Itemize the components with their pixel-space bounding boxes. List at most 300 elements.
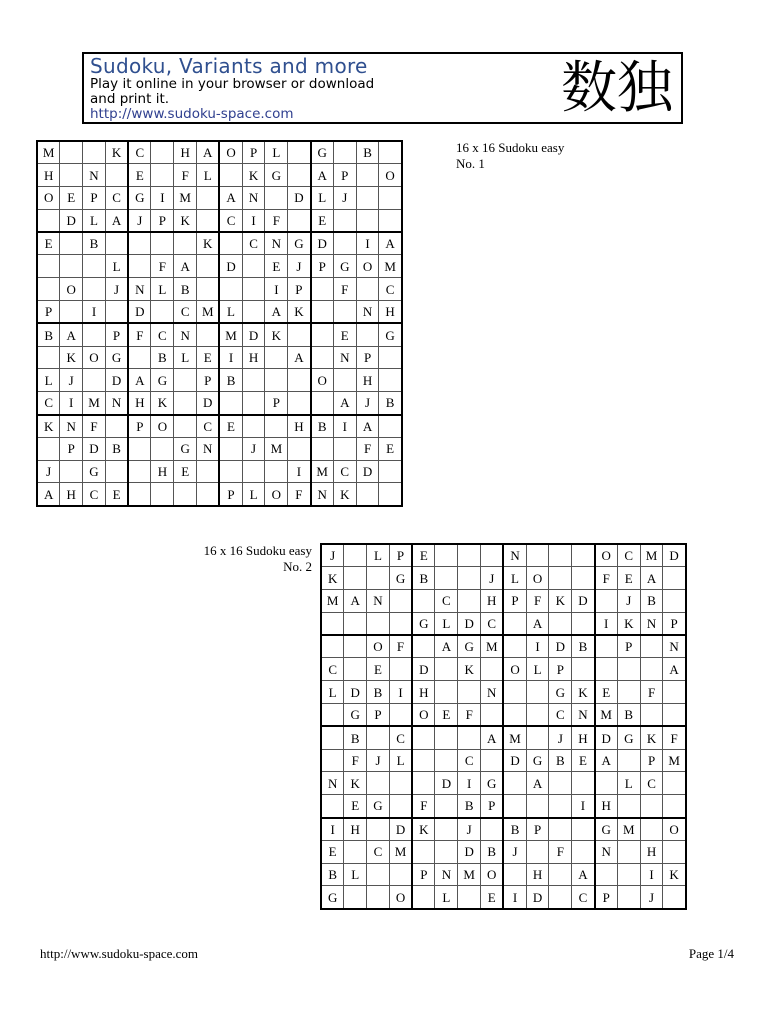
grid-cell: P [219,483,242,506]
grid-cell[interactable] [60,164,83,187]
grid-cell: N [311,483,334,506]
grid-cell: G [595,818,618,841]
grid-cell[interactable] [412,772,435,795]
grid-cell[interactable] [151,164,174,187]
grid-cell[interactable] [435,567,458,590]
grid-cell: L [105,255,128,278]
grid-cell[interactable] [572,772,595,795]
footer-page-number: Page 1/4 [688,946,734,961]
grid-cell: N [83,164,106,187]
grid-cell: C [105,187,128,210]
grid-row [321,704,686,727]
grid-cell: O [663,818,686,841]
grid-cell[interactable] [549,567,572,590]
grid-cell[interactable] [595,863,618,886]
grid-cell[interactable] [60,141,83,164]
grid-cell[interactable] [105,232,128,255]
grid-cell[interactable] [344,635,367,658]
grid-cell[interactable] [617,886,640,909]
grid-cell[interactable] [197,460,220,483]
grid-cell[interactable] [265,187,288,210]
grid-cell[interactable] [174,369,197,392]
grid-cell: D [356,460,379,483]
grid-cell: A [481,726,504,749]
grid-cell[interactable] [640,704,663,727]
grid-cell: D [458,612,481,635]
grid-cell: K [60,346,83,369]
grid-cell[interactable] [219,164,242,187]
grid-cell: H [174,141,197,164]
grid-cell[interactable] [379,209,402,232]
grid-cell: N [663,635,686,658]
grid-cell[interactable] [60,460,83,483]
grid-row [37,437,402,460]
grid-cell[interactable] [663,567,686,590]
grid-cell[interactable] [105,460,128,483]
grid-cell[interactable] [367,772,390,795]
grid-cell[interactable] [265,346,288,369]
grid-cell[interactable] [435,818,458,841]
grid-cell: K [37,415,60,438]
grid-cell[interactable] [288,164,311,187]
grid-cell[interactable] [321,612,344,635]
grid-cell[interactable] [412,840,435,863]
grid-cell[interactable] [311,278,334,301]
grid-cell[interactable] [435,658,458,681]
grid-cell[interactable] [481,544,504,567]
grid-cell: P [83,187,106,210]
grid-cell[interactable] [311,323,334,346]
grid-cell[interactable] [151,301,174,324]
grid-cell[interactable] [288,369,311,392]
grid-cell[interactable] [344,567,367,590]
grid-cell: D [105,369,128,392]
grid-cell[interactable] [333,301,356,324]
grid-cell: M [321,590,344,613]
grid-cell: C [435,590,458,613]
grid-cell: L [311,187,334,210]
grid-cell: H [60,483,83,506]
grid-cell[interactable] [219,232,242,255]
grid-cell[interactable] [640,818,663,841]
grid-cell: E [595,681,618,704]
grid-cell[interactable] [37,278,60,301]
grid-cell: O [311,369,334,392]
grid-cell[interactable] [617,658,640,681]
grid-cell: B [37,323,60,346]
grid-cell[interactable] [128,346,151,369]
grid-cell[interactable] [242,369,265,392]
grid-cell[interactable] [197,323,220,346]
grid-cell[interactable] [174,415,197,438]
grid-cell[interactable] [379,460,402,483]
grid-cell[interactable] [367,567,390,590]
grid-cell[interactable] [549,863,572,886]
grid-cell[interactable] [412,726,435,749]
grid-cell[interactable] [83,369,106,392]
grid-cell[interactable] [356,278,379,301]
grid-cell: B [321,863,344,886]
grid-cell[interactable] [435,840,458,863]
grid-cell[interactable] [288,323,311,346]
grid-cell[interactable] [503,863,526,886]
grid-cell[interactable] [389,772,412,795]
grid-cell: E [105,483,128,506]
grid-cell[interactable] [435,681,458,704]
grid-cell[interactable] [663,704,686,727]
grid-cell[interactable] [128,483,151,506]
grid-cell[interactable] [412,886,435,909]
grid-cell[interactable] [151,437,174,460]
grid-cell[interactable] [435,544,458,567]
grid-cell: A [333,392,356,415]
grid-cell[interactable] [526,726,549,749]
grid-row [321,544,686,567]
grid-cell[interactable] [344,658,367,681]
grid-cell: P [549,658,572,681]
grid-cell[interactable] [197,255,220,278]
grid-cell: G [481,772,504,795]
grid-cell[interactable] [321,795,344,818]
grid-cell: P [265,392,288,415]
banner-url[interactable]: http://www.sudoku-space.com [90,106,294,122]
grid-cell: C [128,141,151,164]
grid-cell[interactable] [288,437,311,460]
grid-cell[interactable] [242,255,265,278]
grid-cell[interactable] [128,460,151,483]
grid-cell[interactable] [617,840,640,863]
grid-cell: A [311,164,334,187]
grid-cell[interactable] [333,369,356,392]
grid-cell: H [344,818,367,841]
grid-cell[interactable] [572,658,595,681]
grid-cell: G [549,681,572,704]
grid-cell[interactable] [197,187,220,210]
grid-cell: K [549,590,572,613]
grid-cell[interactable] [435,749,458,772]
grid-cell[interactable] [572,612,595,635]
grid-cell: A [128,369,151,392]
grid-cell[interactable] [242,415,265,438]
grid-cell[interactable] [617,795,640,818]
grid-cell[interactable] [344,886,367,909]
grid-cell[interactable] [663,772,686,795]
grid-cell[interactable] [412,590,435,613]
grid-cell[interactable] [151,483,174,506]
grid-cell: L [389,749,412,772]
grid-cell[interactable] [265,460,288,483]
grid-cell[interactable] [389,612,412,635]
grid-cell: H [572,726,595,749]
grid-cell[interactable] [60,232,83,255]
grid-cell[interactable] [503,704,526,727]
grid-cell[interactable] [83,255,106,278]
grid-cell: P [412,863,435,886]
sudoku-grid-2 [320,543,687,910]
grid-cell: G [367,795,390,818]
grid-row [321,635,686,658]
grid-cell: G [151,369,174,392]
grid-cell[interactable] [83,141,106,164]
grid-cell[interactable] [379,187,402,210]
grid-cell[interactable] [549,772,572,795]
grid-cell[interactable] [367,726,390,749]
grid-cell: E [219,415,242,438]
grid-cell: B [549,749,572,772]
grid-cell[interactable] [481,749,504,772]
grid-cell[interactable] [572,544,595,567]
grid-cell[interactable] [105,415,128,438]
grid-cell[interactable] [321,749,344,772]
grid-cell[interactable] [458,544,481,567]
grid-cell[interactable] [219,278,242,301]
grid-cell[interactable] [617,749,640,772]
grid-cell[interactable] [265,369,288,392]
grid-cell[interactable] [572,818,595,841]
grid-cell[interactable] [379,369,402,392]
grid-cell[interactable] [379,483,402,506]
grid-cell[interactable] [379,141,402,164]
grid-cell[interactable] [389,863,412,886]
grid-cell[interactable] [311,346,334,369]
grid-cell[interactable] [595,590,618,613]
grid-cell[interactable] [663,590,686,613]
grid-cell[interactable] [435,795,458,818]
grid-cell[interactable] [389,795,412,818]
grid-cell: N [367,590,390,613]
grid-cell[interactable] [197,209,220,232]
grid-cell: B [481,840,504,863]
grid-cell[interactable] [526,681,549,704]
grid-cell[interactable] [219,460,242,483]
grid-cell[interactable] [344,840,367,863]
grid-cell[interactable] [105,301,128,324]
grid-cell[interactable] [60,301,83,324]
grid-cell: A [572,863,595,886]
grid-cell[interactable] [321,704,344,727]
grid-cell[interactable] [526,704,549,727]
grid-cell[interactable] [503,635,526,658]
grid-cell[interactable] [458,567,481,590]
grid-cell: N [128,278,151,301]
grid-cell[interactable] [389,658,412,681]
grid-cell: K [412,818,435,841]
grid-cell[interactable] [458,681,481,704]
grid-cell[interactable] [356,187,379,210]
grid-cell[interactable] [458,726,481,749]
grid-cell[interactable] [617,681,640,704]
grid-cell[interactable] [311,392,334,415]
grid-cell[interactable] [37,346,60,369]
grid-cell[interactable] [242,460,265,483]
grid-cell[interactable] [526,544,549,567]
grid-cell[interactable] [663,681,686,704]
grid-cell[interactable] [128,437,151,460]
grid-cell: H [640,840,663,863]
grid-cell: M [595,704,618,727]
grid-cell[interactable] [367,612,390,635]
grid-cell: B [367,681,390,704]
grid-cell[interactable] [367,818,390,841]
footer-url[interactable]: http://www.sudoku-space.com [40,946,199,961]
grid-cell[interactable] [356,483,379,506]
grid-cell[interactable] [174,232,197,255]
grid-cell: J [37,460,60,483]
grid-cell[interactable] [595,658,618,681]
grid-cell[interactable] [356,164,379,187]
grid-cell[interactable] [344,612,367,635]
grid-cell[interactable] [288,392,311,415]
grid-cell: P [663,612,686,635]
grid-cell: P [60,437,83,460]
grid-cell[interactable] [242,301,265,324]
grid-cell: J [60,369,83,392]
grid-cell[interactable] [128,255,151,278]
grid-cell[interactable] [151,141,174,164]
grid-cell[interactable] [367,863,390,886]
grid-cell: G [174,437,197,460]
grid-cell[interactable] [128,232,151,255]
grid-cell: A [526,612,549,635]
grid-cell: B [105,437,128,460]
grid-cell[interactable] [549,544,572,567]
grid-cell[interactable] [503,772,526,795]
grid-cell[interactable] [288,141,311,164]
grid-cell: P [595,886,618,909]
grid-cell[interactable] [356,323,379,346]
grid-cell: F [549,840,572,863]
grid-cell: C [197,415,220,438]
grid-cell: M [458,863,481,886]
grid-cell[interactable] [242,392,265,415]
grid-cell: P [526,818,549,841]
grid-cell[interactable] [219,392,242,415]
grid-row [321,567,686,590]
grid-cell[interactable] [174,392,197,415]
grid-cell[interactable] [333,232,356,255]
grid-cell: E [572,749,595,772]
grid-cell[interactable] [617,863,640,886]
grid-cell[interactable] [503,612,526,635]
grid-cell[interactable] [595,635,618,658]
grid-cell[interactable] [549,886,572,909]
grid-cell: A [219,187,242,210]
grid-cell[interactable] [265,415,288,438]
grid-cell: E [412,544,435,567]
grid-cell[interactable] [379,346,402,369]
grid-cell[interactable] [663,795,686,818]
grid-cell: F [128,323,151,346]
grid-cell[interactable] [549,818,572,841]
grid-cell[interactable] [549,612,572,635]
grid-cell: P [37,301,60,324]
grid-cell: N [105,392,128,415]
grid-cell[interactable] [412,749,435,772]
grid-cell: A [265,301,288,324]
grid-cell: O [219,141,242,164]
grid-cell[interactable] [572,567,595,590]
grid-cell[interactable] [481,658,504,681]
grid-cell[interactable] [458,590,481,613]
grid-cell[interactable] [503,795,526,818]
grid-row [37,164,402,187]
grid-cell: C [242,232,265,255]
grid-cell: J [356,392,379,415]
grid-cell: L [435,886,458,909]
grid-cell: D [526,886,549,909]
grid-cell[interactable] [197,483,220,506]
grid-cell[interactable] [219,437,242,460]
grid-cell[interactable] [526,795,549,818]
grid-cell[interactable] [640,658,663,681]
grid-cell[interactable] [333,209,356,232]
grid-cell[interactable] [344,544,367,567]
grid-cell[interactable] [242,278,265,301]
grid-cell[interactable] [640,795,663,818]
grid-cell[interactable] [389,704,412,727]
grid-cell[interactable] [197,278,220,301]
grid-cell[interactable] [663,886,686,909]
grid-cell[interactable] [367,886,390,909]
grid-cell: O [379,164,402,187]
grid-cell[interactable] [481,818,504,841]
grid-cell: F [356,437,379,460]
grid-cell[interactable] [288,209,311,232]
grid-cell[interactable] [640,635,663,658]
grid-cell[interactable] [663,840,686,863]
grid-cell[interactable] [37,255,60,278]
grid-cell[interactable] [412,635,435,658]
grid-cell: C [389,726,412,749]
grid-cell: E [321,840,344,863]
grid-cell: B [572,635,595,658]
grid-cell[interactable] [333,437,356,460]
grid-cell[interactable] [435,726,458,749]
grid-cell[interactable] [389,590,412,613]
grid-cell[interactable] [549,795,572,818]
grid-cell[interactable] [356,209,379,232]
grid-cell[interactable] [37,209,60,232]
grid-cell[interactable] [379,415,402,438]
grid-cell[interactable] [83,278,106,301]
grid-cell[interactable] [321,635,344,658]
grid-cell: I [526,635,549,658]
grid-cell[interactable] [481,704,504,727]
grid-cell: B [174,278,197,301]
grid-cell[interactable] [333,141,356,164]
grid-cell[interactable] [37,437,60,460]
grid-cell[interactable] [105,164,128,187]
grid-cell: K [321,567,344,590]
grid-cell: G [458,635,481,658]
grid-cell[interactable] [151,232,174,255]
grid-cell[interactable] [595,772,618,795]
grid-cell[interactable] [311,301,334,324]
grid-cell[interactable] [174,483,197,506]
grid-cell[interactable] [321,726,344,749]
grid-cell[interactable] [572,840,595,863]
grid-cell[interactable] [503,681,526,704]
grid-cell[interactable] [83,323,106,346]
grid-cell[interactable] [311,437,334,460]
grid-cell[interactable] [458,886,481,909]
grid-cell[interactable] [60,255,83,278]
grid-cell: L [265,141,288,164]
grid-cell: L [344,863,367,886]
grid-cell[interactable] [526,840,549,863]
grid-cell: M [379,255,402,278]
grid-cell: L [174,346,197,369]
